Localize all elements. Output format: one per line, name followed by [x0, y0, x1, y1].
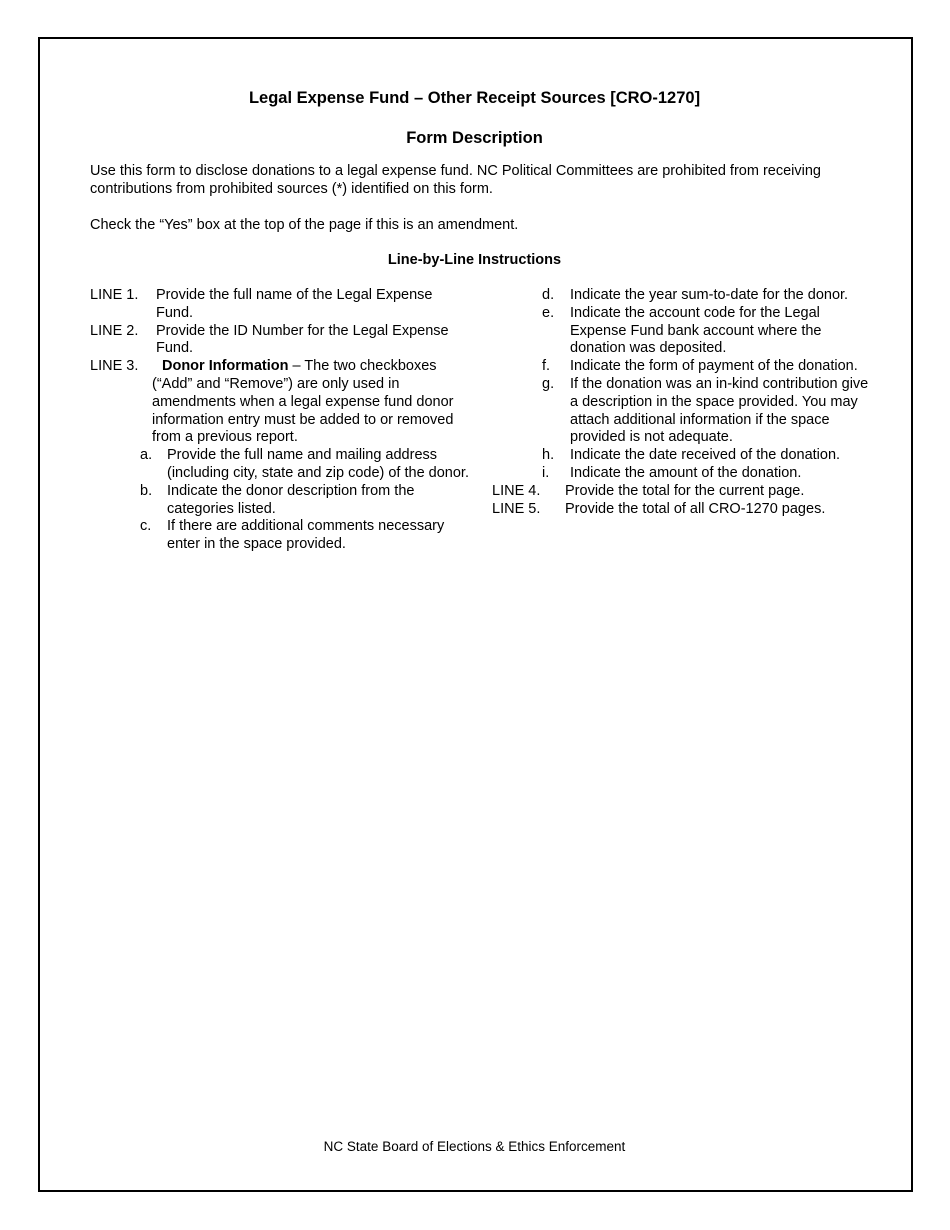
instruction-line-5: [492, 501, 872, 519]
line-4-text: Provide the total for the current page.: [565, 482, 805, 499]
form-description-heading: Form Description: [406, 129, 543, 147]
item-f-text: Indicate the form of payment of the donation.: [570, 358, 858, 375]
instruction-item-b: [90, 483, 470, 519]
instruction-item-a: [90, 447, 470, 483]
instruction-line-1: [90, 287, 470, 323]
item-i-text: Indicate the amount of the donation.: [570, 464, 802, 481]
footer-agency-name: NC State Board of Elections & Ethics Enforcement: [323, 1139, 626, 1154]
form-title: Legal Expense Fund – Other Receipt Sources [CRO-1270]: [248, 89, 701, 107]
instruction-item-f: [492, 358, 872, 376]
instruction-item-h: [492, 447, 872, 465]
instruction-line-4: [492, 483, 872, 501]
instruction-line-3: [90, 358, 470, 447]
line-3-label: LINE 3.: [90, 358, 139, 375]
instruction-item-c: [90, 518, 470, 554]
instruction-item-g: [492, 376, 872, 447]
line-4-label: LINE 4.: [492, 482, 541, 499]
item-c-text: If there are additional comments necessary enter in the space provided.: [167, 518, 445, 553]
line-by-line-heading: Line-by-Line Instructions: [387, 252, 562, 268]
amendment-note: Check the “Yes” box at the top of the page if this is an amendment.: [90, 217, 519, 233]
item-e-text: Indicate the account code for the Legal Expense Fund bank account where the donation was deposited.: [570, 304, 822, 357]
line-5-label: LINE 5.: [492, 500, 541, 517]
item-h-text: Indicate the date received of the donation.: [570, 447, 841, 464]
donor-information-label: Donor Information: [162, 358, 289, 375]
item-c-label: c.: [140, 518, 152, 535]
item-e-label: e.: [542, 304, 555, 321]
intro-paragraph: Use this form to disclose donations to a legal expense fund. NC Political Committees are prohibited from receiving contributions from prohibited sources (*) identified on this form.: [90, 163, 821, 197]
page-border: [38, 37, 913, 1192]
item-a-text: Provide the full name and mailing address (including city, state and zip code) of the donor.: [167, 447, 469, 481]
item-f-label: f.: [542, 358, 551, 375]
line-3-text: – The two checkboxes (“Add” and “Remove”) are only used in amendments when a legal expense fund donor information entry must be added to or removed from a previous report.: [152, 358, 454, 446]
instruction-line-2: [90, 323, 470, 359]
item-b-label: b.: [140, 482, 153, 499]
item-g-text: If the donation was an in-kind contribution give a description in the space provided. You may attach additional information if the space provided is not adequate.: [570, 375, 869, 446]
instruction-item-i: [492, 465, 872, 483]
instruction-item-e: [492, 305, 872, 358]
item-a-label: a.: [140, 447, 153, 464]
line-2-label: LINE 2.: [90, 322, 139, 339]
item-i-label: i.: [542, 464, 550, 481]
instructions-right-column: [492, 287, 872, 518]
item-b-text: Indicate the donor description from the categories listed.: [167, 482, 415, 517]
line-1-text: Provide the full name of the Legal Expense Fund.: [156, 287, 433, 321]
line-2-text: Provide the ID Number for the Legal Expense Fund.: [156, 322, 449, 357]
line-1-label: LINE 1.: [90, 287, 139, 303]
item-h-label: h.: [542, 447, 555, 464]
instruction-item-d: [492, 287, 872, 305]
item-d-label: d.: [542, 287, 555, 303]
item-g-label: g.: [542, 375, 555, 392]
line-5-text: Provide the total of all CRO-1270 pages.: [565, 500, 826, 517]
instructions-left-column: [90, 287, 470, 554]
item-d-text: Indicate the year sum-to-date for the donor.: [570, 287, 849, 303]
